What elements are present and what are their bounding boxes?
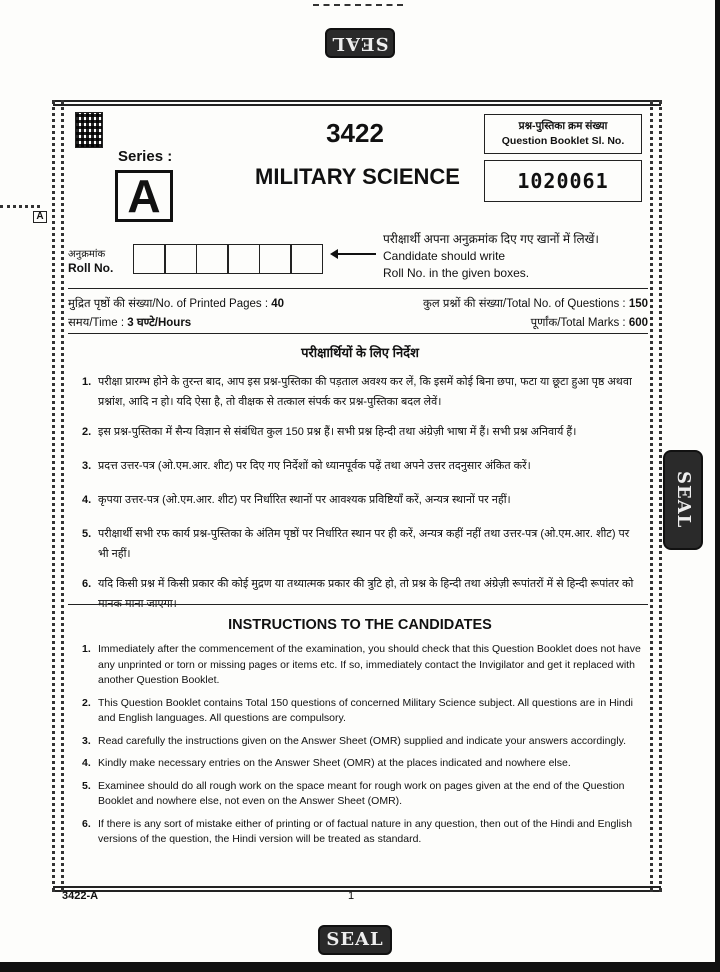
list-item: 2. इस प्रश्न-पुस्तिका में सैन्य विज्ञान से संबंधित कुल 150 प्रश्न हैं। सभी प्रश्न हिन्दी तथा अंग्रेज़ी भाषा में हैं। सभी प्रश्न अनिवार्य हैं।: [82, 426, 577, 438]
english-instructions-list: [82, 642, 642, 848]
scan-edge-right: [715, 0, 720, 972]
list-item: 6. If there is any sort of mistake either of printing or of factual nature in any question, then out of the Hindi and English versions of the question, the Hindi version will be treated as standard.: [82, 817, 633, 845]
list-item: 1. परीक्षा प्रारम्भ होने के तुरन्त बाद, आप इस प्रश्न-पुस्तिका की पड़ताल अवश्य कर लें, कि इसमें कोई बिना छपा, फटा या छूटा हुआ पृष्ठ अथवा प्रश्नांश, आदि न हो। यदि ऐसा है, तो वीक्षक से तत्काल संपर्क कर प्रश्न-पुस्तिका बदल लेवें।: [82, 376, 632, 408]
scan-edge-bottom: [0, 962, 720, 972]
list-item: 2. This Question Booklet contains Total 150 questions of concerned Military Science subject. All questions are in Hindi and English languages. All questions are compulsory.: [82, 696, 634, 724]
roll-box[interactable]: [290, 244, 323, 274]
roll-box[interactable]: [227, 244, 260, 274]
total-marks: पूर्णांक/Total Marks : 600: [530, 317, 648, 329]
side-series-value: A: [33, 211, 47, 223]
arrow-left-icon: [336, 253, 376, 255]
series-label: Series :: [118, 148, 173, 165]
side-tag-dots: [0, 205, 40, 208]
seal-stamp-bottom: SEAL: [318, 925, 392, 955]
printed-pages: मुद्रित पृष्ठों की संख्या/No. of Printed Pages : 40: [68, 298, 285, 310]
roll-note-en-1: Candidate should write: [383, 249, 506, 263]
roll-number-boxes: [134, 244, 323, 274]
list-item: 5. Examinee should do all rough work on the space meant for rough work on pages given at the end of the Question Booklet and nowhere else, not even on the Answer Sheet (OMR).: [82, 779, 625, 807]
list-item: 6. यदि किसी प्रश्न में किसी प्रकार की कोई मुद्रण या तथ्यात्मक प्रकार की त्रुटि हो, तो प्रश्न के हिन्दी तथा अंग्रेज़ी रूपांतरों में से हिन्दी रूपांतर को मानक माना जाएगा।: [82, 578, 634, 610]
list-item: 3. प्रदत्त उत्तर-पत्र (ओ.एम.आर. शीट) पर दिए गए निर्देशों को ध्यानपूर्वक पढ़ें तथा अपने उत्तर तदनुसार अंकित करें।: [82, 460, 531, 472]
roll-label-en: Roll No.: [68, 261, 114, 275]
seal-stamp-right: SEAL: [663, 450, 703, 550]
list-item: 4. कृपया उत्तर-पत्र (ओ.एम.आर. शीट) पर निर्धारित स्थानों पर आवश्यक प्रविष्टियाँ करें, अन्यत्र स्थानों पर नहीं।: [82, 494, 511, 506]
divider: [68, 604, 648, 605]
border-rail-right: [650, 100, 662, 892]
hindi-instructions-title: परीक्षार्थियों के लिए निर्देश: [301, 345, 419, 360]
hindi-instructions-list: [82, 372, 642, 614]
roll-label-hi: अनुक्रमांक: [68, 249, 106, 260]
roll-note: [383, 231, 599, 282]
page-number: 1: [348, 890, 355, 902]
booklet-label-box: [484, 114, 642, 154]
roll-note-hi: परीक्षार्थी अपना अनुक्रमांक दिए गए खानों में लिखें।: [383, 232, 599, 246]
seal-stamp-top: SEAL: [325, 28, 395, 58]
divider: [68, 333, 648, 334]
divider: [68, 288, 648, 289]
roll-box[interactable]: [133, 244, 166, 274]
roll-box[interactable]: [259, 244, 292, 274]
list-item: 1. Immediately after the commencement of the examination, you should check that this Question Booklet does not have any unprinted or torn or missing pages or items etc. If so, immediately contact the Invigilator and get it replaced with another Question Booklet.: [82, 643, 641, 686]
qr-code-icon: [75, 112, 103, 148]
side-series-tag: [0, 203, 48, 229]
list-item: 3. Read carefully the instructions given on the Answer Sheet (OMR) supplied and indicate your answers accordingly.: [82, 734, 626, 747]
roll-box[interactable]: [164, 244, 197, 274]
footer-code: 3422-A: [62, 890, 99, 902]
booklet-number: 1020061: [484, 160, 642, 202]
english-instructions-title: INSTRUCTIONS TO THE CANDIDATES: [228, 617, 492, 633]
total-questions: कुल प्रश्नों की संख्या/Total No. of Questions : 150: [423, 298, 648, 310]
paper-code: 3422: [326, 118, 384, 148]
series-value: A: [115, 170, 173, 222]
roll-note-en-2: Roll No. in the given boxes.: [383, 266, 530, 280]
booklet-label-en: Question Booklet Sl. No.: [501, 135, 625, 147]
border-rail-left: [52, 100, 64, 892]
list-item: 4. Kindly make necessary entries on the Answer Sheet (OMR) at the places indicated and nowhere else.: [82, 757, 571, 769]
subject-title: MILITARY SCIENCE: [255, 164, 460, 189]
roll-box[interactable]: [196, 244, 229, 274]
list-item: 5. परीक्षार्थी सभी रफ कार्य प्रश्न-पुस्तिका के अंतिम पृष्ठों पर निर्धारित स्थान पर ही करें, अन्यत्र कहीं नहीं तथा उत्तर-पत्र (ओ.एम.आर. शीट) पर भी नहीं।: [82, 528, 630, 560]
seal-tape: [313, 4, 403, 14]
time-allowed: समय/Time : 3 घण्टे/Hours: [68, 317, 192, 329]
booklet-label-hi: प्रश्न-पुस्तिका क्रम संख्या: [518, 120, 608, 132]
